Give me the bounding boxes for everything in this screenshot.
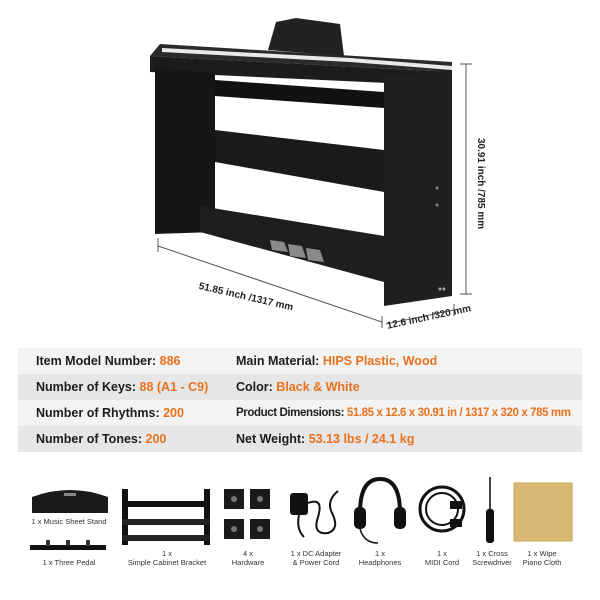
depth-dimension-label: 12.6 inch /320 mm xyxy=(386,303,473,332)
accessory-label: 1 x Wipe Piano Cloth xyxy=(522,549,562,567)
accessory-label: 1 x Simple Cabinet Bracket xyxy=(127,549,207,567)
bracket-icon xyxy=(118,483,214,549)
hardware-icon xyxy=(222,487,274,545)
music-stand-icon xyxy=(30,485,110,515)
accessory-label: 1 x DC Adapter & Power Cord xyxy=(290,549,342,567)
accessory-label: 1 x Music Sheet Stand xyxy=(31,517,107,526)
width-dimension-label: 51.85 inch /1317 mm xyxy=(197,281,295,314)
accessory-label: 1 x Headphones xyxy=(358,549,402,567)
pedal-icon xyxy=(28,540,108,552)
accessory-label: 1 x Three Pedal xyxy=(42,558,96,567)
spec-left: Number of Rhythms: 200 xyxy=(36,406,184,420)
headphones-icon xyxy=(350,473,410,547)
accessories-section xyxy=(0,465,600,600)
spec-table xyxy=(18,348,582,452)
spec-row xyxy=(18,400,582,426)
spec-row xyxy=(18,426,582,452)
spec-right: Product Dimensions: 51.85 x 12.6 x 30.91 in / 1317 x 320 x 785 mm xyxy=(236,407,571,419)
adapter-icon xyxy=(284,477,348,547)
spec-row xyxy=(18,374,582,400)
spec-right: Color: Black & White xyxy=(236,380,360,394)
spec-left: Number of Keys: 88 (A1 - C9) xyxy=(36,380,209,394)
spec-left: Item Model Number: 886 xyxy=(36,354,181,368)
midi-cord-icon xyxy=(414,479,470,545)
spec-row xyxy=(18,348,582,374)
accessory-label: 1 x Cross Screwdriver xyxy=(472,549,512,567)
spec-right: Main Material: HIPS Plastic, Wood xyxy=(236,354,438,368)
cloth-icon xyxy=(512,481,574,543)
spec-left: Number of Tones: 200 xyxy=(36,432,167,446)
height-dimension-label: 30.91 inch /785 mm xyxy=(475,138,486,230)
spec-right: Net Weight: 53.13 lbs / 24.1 kg xyxy=(236,432,415,446)
accessory-label: 1 x MIDI Cord xyxy=(424,549,460,567)
accessory-label: 4 x Hardware xyxy=(231,549,265,567)
screwdriver-icon xyxy=(480,475,500,547)
